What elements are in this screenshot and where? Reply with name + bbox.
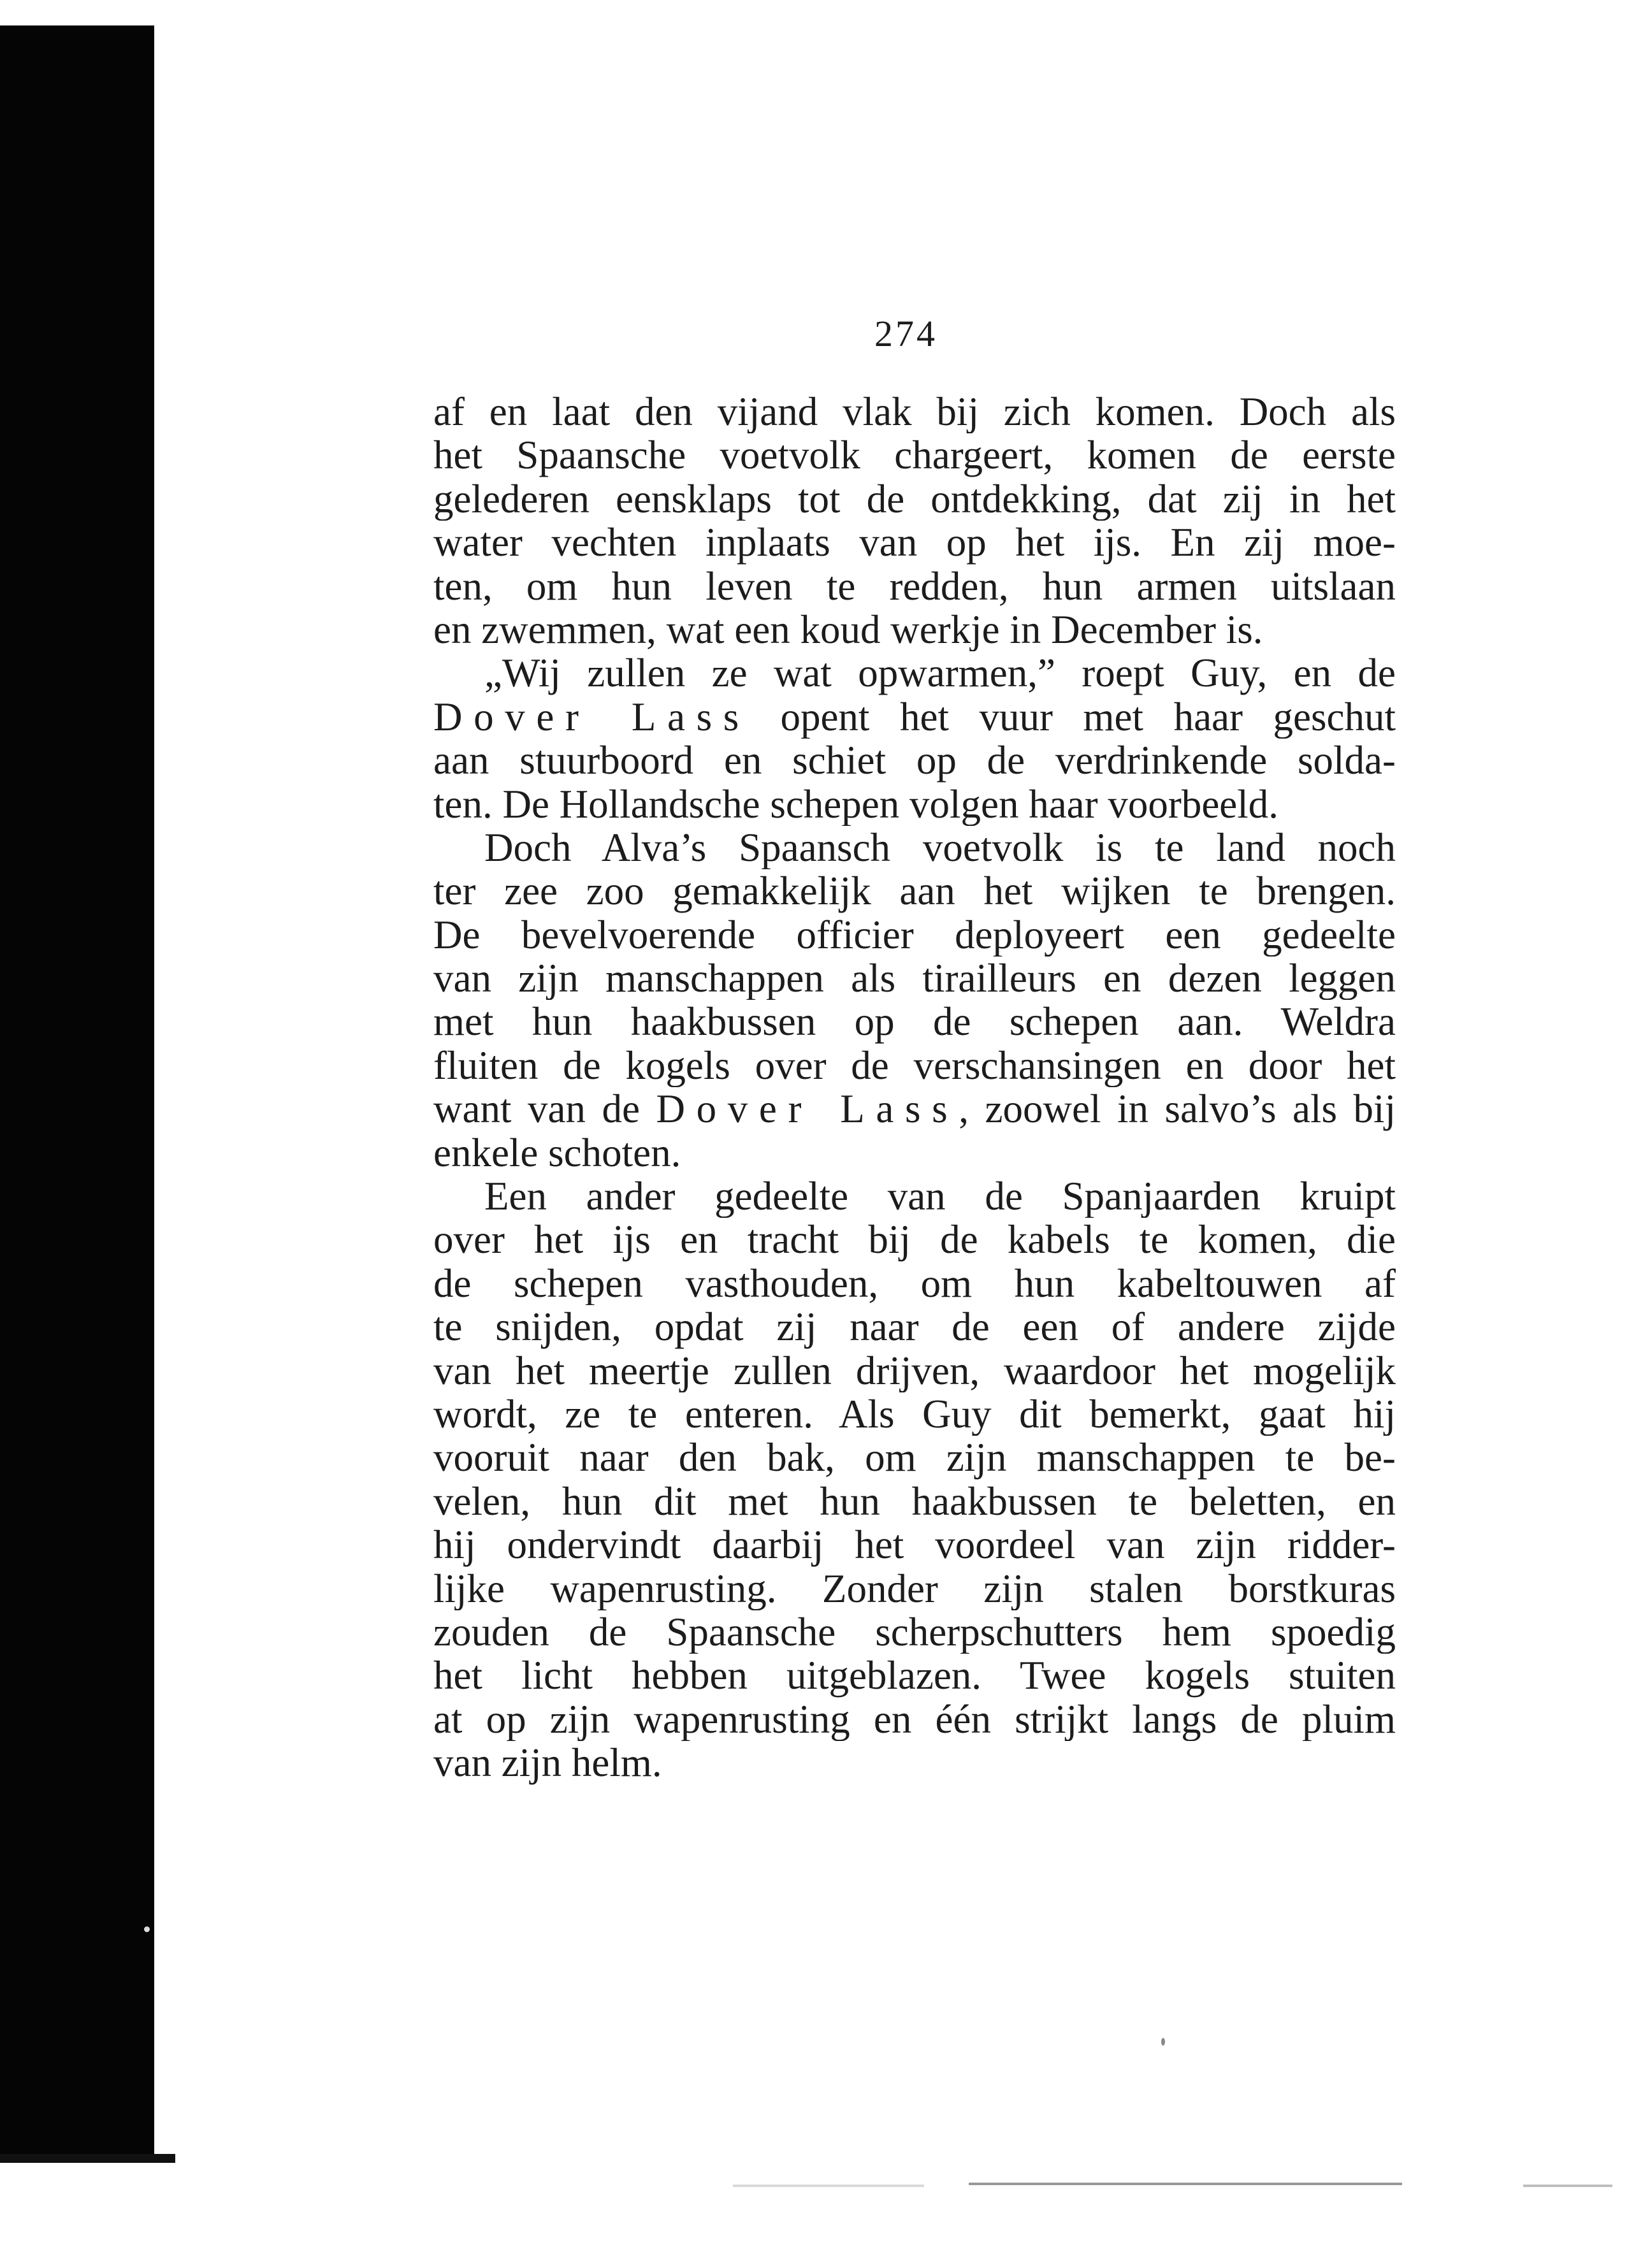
scan-scuff [969,2183,1402,2185]
text-line: van zijn manschappen als tirailleurs en dezen leggen [433,957,1396,1000]
text-line: „Wij zullen ze wat opwarmen,” roept Guy, en de [484,651,1396,695]
text-line: at op zijn wapenrusting en één strijkt langs de pluim [433,1697,1396,1742]
text-segment: want van de [433,1087,656,1131]
text-line: het licht hebben uitgeblazen. Twee kogels stuiten [433,1654,1396,1698]
text-line: water vechten inplaats van op het ijs. En zij moe- [433,521,1396,565]
text-line: met hun haakbussen op de schepen aan. Weldra [433,1000,1396,1044]
text-line: De bevelvoerende officier deployeert een gedeelte [433,913,1396,957]
text-line: hij ondervindt daarbij het voordeel van zijn ridder- [433,1523,1396,1567]
ship-name: Dover Lass [656,1087,959,1131]
scan-dark-edge [0,25,154,2160]
text-line: Een ander gedeelte van de Spanjaarden kruipt [484,1174,1396,1218]
scan-speck [144,1926,150,1932]
text-line: vooruit naar den bak, om zijn manschappen te be- [433,1436,1396,1480]
text-line: wordt, ze te enteren. Als Guy dit bemerkt, gaat hij [433,1392,1396,1436]
text-line: ter zee zoo gemakkelijk aan het wijken te brengen. [433,869,1396,913]
text-line: het Spaansche voetvolk chargeert, komen de eerste [433,433,1396,477]
text-line: ten, om hun leven te redden, hun armen uitslaan [433,564,1396,608]
text-line [433,695,1396,739]
page-number: 274 [874,313,937,354]
text-line: de schepen vasthouden, om hun kabeltouwen af [433,1261,1396,1306]
scan-dark-edge-foot [0,2154,175,2163]
text-line: over het ijs en tracht bij de kabels te komen, die [433,1218,1396,1262]
text-line: en zwemmen, wat een koud werkje in December is. [433,607,1263,652]
text-segment: opent het vuur met haar geschut [749,695,1396,739]
text-line: van zijn helm. [433,1741,662,1785]
scan-scuff [1523,2185,1612,2187]
text-segment: , zoowel in salvo’s als bij [959,1087,1396,1131]
text-line: zouden de Spaansche scherpschutters hem spoedig [433,1610,1396,1654]
scan-scuff [733,2185,924,2187]
text-line: gelederen eensklaps tot de ontdekking, dat zij in het [433,477,1396,521]
scan-speck [1161,2038,1165,2046]
text-line: aan stuurboord en schiet op de verdrinkende solda- [433,739,1396,783]
text-line: te snijden, opdat zij naar de een of andere zijde [433,1305,1396,1349]
text-line: fluiten de kogels over de verschansingen en door het [433,1043,1396,1088]
text-line [433,1087,1396,1130]
text-line: enkele schoten. [433,1130,681,1175]
ship-name: Dover Lass [433,695,750,739]
text-line: Doch Alva’s Spaansch voetvolk is te land noch [484,825,1396,870]
text-line: af en laat den vijand vlak bij zich komen. Doch als [433,390,1396,434]
text-line: lijke wapenrusting. Zonder zijn stalen borstkuras [433,1566,1396,1610]
text-line: ten. De Hollandsche schepen volgen haar voorbeeld. [433,782,1279,826]
body-text [433,390,1396,1785]
text-line: van het meertje zullen drijven, waardoor het mogelijk [433,1348,1396,1392]
text-line: velen, hun dit met hun haakbussen te beletten, en [433,1479,1396,1524]
